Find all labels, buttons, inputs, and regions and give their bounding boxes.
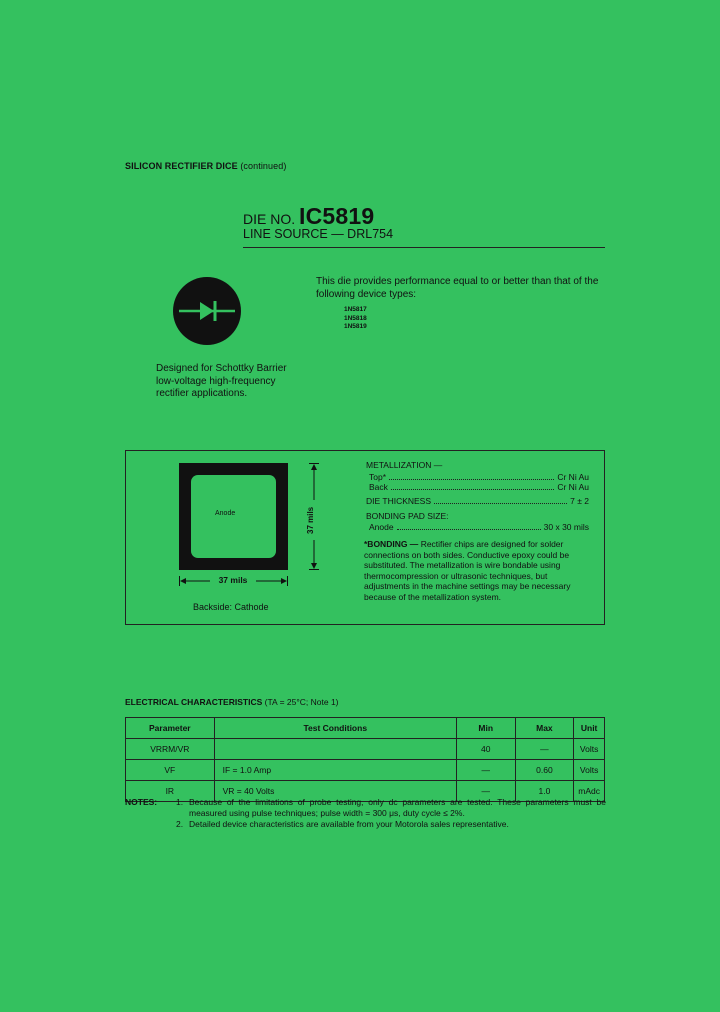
- line-source: LINE SOURCE — DRL754: [243, 227, 394, 241]
- header-max: Max: [515, 718, 574, 739]
- min-cell: 40: [456, 739, 515, 760]
- header-unit: Unit: [574, 718, 605, 739]
- device-type: 1N5817: [344, 306, 367, 313]
- metallization-top-row: Top* Cr Ni Au: [369, 472, 589, 482]
- electrical-condition: (TA = 25°C; Note 1): [264, 697, 339, 707]
- electrical-characteristics-title: ELECTRICAL CHARACTERISTICS (TA = 25°C; Note 1): [125, 697, 339, 707]
- die-thickness-row: DIE THICKNESS 7 ± 2: [366, 496, 589, 506]
- diode-symbol-icon: [173, 277, 241, 345]
- device-type: 1N5818: [344, 314, 367, 322]
- section-title: SILICON RECTIFIER DICE (continued): [125, 161, 287, 171]
- condition-cell: VR = 40 Volts: [214, 781, 456, 802]
- anode-label: Anode: [215, 510, 236, 517]
- electrical-characteristics-table: [125, 717, 605, 802]
- param-cell: VF: [126, 760, 215, 781]
- min-cell: —: [456, 760, 515, 781]
- param-cell: IR: [126, 781, 215, 802]
- width-dimension-label: 37 mils: [210, 575, 256, 585]
- condition-cell: IF = 1.0 Amp: [214, 760, 456, 781]
- param-cell: VRRM/VR: [126, 739, 215, 760]
- table-header-row: [126, 718, 605, 739]
- header-min: Min: [456, 718, 515, 739]
- device-type: 1N5819: [344, 323, 367, 330]
- height-dimension-label: 37 mils: [306, 500, 322, 540]
- table-row: [126, 739, 605, 760]
- header-parameter: Parameter: [126, 718, 215, 739]
- bonding-note: *BONDING — Rectifier chips are designed for solder connections on both sides. Conductive epoxy could be substituted. The metallization is wire bondable using thermocompression or ultrasonic techniques, but adjustments in the machine settings may be necessary because of the metallization system.: [364, 539, 571, 602]
- max-cell: —: [515, 739, 574, 760]
- header-divider: [243, 247, 605, 248]
- max-cell: 0.60: [515, 760, 574, 781]
- table-row: [126, 760, 605, 781]
- anode-pad-row: Anode 30 x 30 mils: [369, 522, 589, 532]
- device-list: [344, 306, 367, 332]
- metallization-title: METALLIZATION —: [366, 460, 443, 470]
- unit-cell: mAdc: [574, 781, 605, 802]
- unit-cell: Volts: [574, 739, 605, 760]
- unit-cell: Volts: [574, 760, 605, 781]
- die-number-heading: [243, 203, 374, 230]
- metallization-back-row: Back Cr Ni Au: [369, 482, 589, 492]
- designed-for-text: Designed for Schottky Barrier low-voltage high-frequency rectifier applications.: [156, 363, 287, 399]
- backside-label: Backside: Cathode: [193, 602, 269, 612]
- header-test-conditions: Test Conditions: [214, 718, 456, 739]
- intro-text: This die provides performance equal to or better than that of the following device types:: [316, 276, 599, 300]
- condition-cell: [214, 739, 456, 760]
- min-cell: —: [456, 781, 515, 802]
- note-item: 1. Because of the limitations of probe testing, only dc parameters are tested. These parameters must be measured using pulse techniques; pulse width = 300 μs, duty cycle ≤ 2%.: [176, 797, 606, 818]
- bonding-pad-title: BONDING PAD SIZE:: [366, 511, 449, 521]
- die-number: IC5819: [299, 203, 375, 229]
- section-continued: (continued): [240, 161, 287, 171]
- notes-label: NOTES:: [125, 797, 158, 807]
- max-cell: 1.0: [515, 781, 574, 802]
- die-prefix: DIE NO.: [243, 211, 296, 227]
- note-item: 2. Detailed device characteristics are available from your Motorola sales representative.: [176, 819, 509, 829]
